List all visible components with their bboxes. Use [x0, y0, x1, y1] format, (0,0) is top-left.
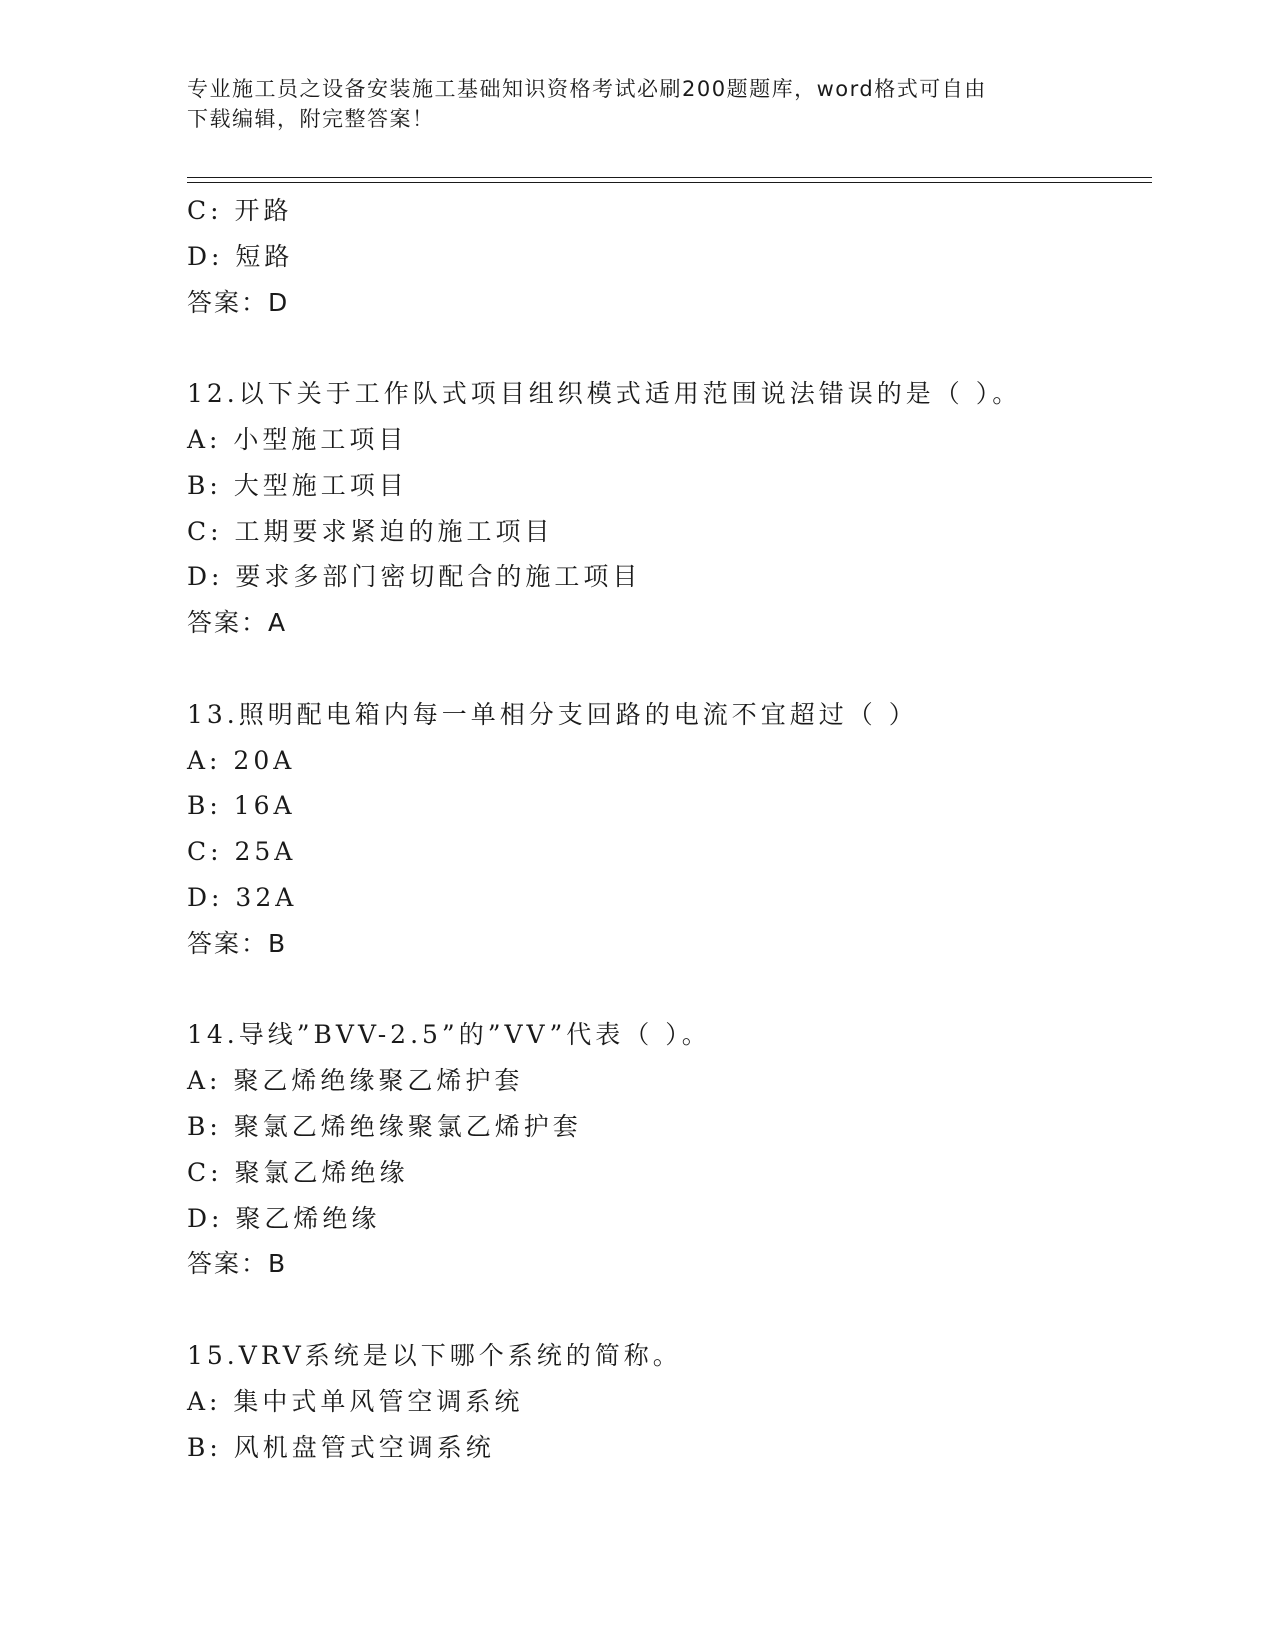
q14-option-c: C: 聚氯乙烯绝缘: [187, 1157, 409, 1187]
q15-question: 15.VRV系统是以下哪个系统的简称。: [187, 1340, 682, 1370]
header-line-2: 下载编辑，附完整答案！: [187, 107, 435, 131]
spacer: [187, 325, 1152, 371]
q11-answer: 答案：D: [187, 287, 290, 317]
q14-option-b: B: 聚氯乙烯绝缘聚氯乙烯护套: [187, 1111, 582, 1141]
q13-option-a: A: 20A: [187, 745, 296, 775]
spacer: [187, 1287, 1152, 1333]
q13-option-d: D: 32A: [187, 882, 298, 912]
q14-option-d: D: 聚乙烯绝缘: [187, 1203, 381, 1233]
q13-answer: 答案：B: [187, 928, 288, 958]
q12-option-b: B: 大型施工项目: [187, 470, 408, 500]
q14-option-a: A: 聚乙烯绝缘聚乙烯护套: [187, 1066, 524, 1096]
q12-question: 12.以下关于工作队式项目组织模式适用范围说法错误的是（ ）。: [187, 379, 1022, 409]
q14-question: 14.导线”BVV-2.5”的”VV”代表（ ）。: [187, 1020, 711, 1050]
q15-option-a: A: 集中式单风管空调系统: [187, 1386, 524, 1416]
spacer: [187, 646, 1152, 692]
header-line-1: 专业施工员之设备安装施工基础知识资格考试必刷200题题库，word格式可自由: [187, 77, 987, 101]
q13-question: 13.照明配电箱内每一单相分支回路的电流不宜超过（ ）: [187, 699, 918, 729]
q12-answer: 答案：A: [187, 608, 288, 638]
question-list: [187, 188, 1152, 1470]
q13-option-c: C: 25A: [187, 837, 297, 867]
q13-option-b: B: 16A: [187, 791, 296, 821]
q12-option-c: C: 工期要求紧迫的施工项目: [187, 516, 554, 546]
q11-option-c: C: 开路: [187, 196, 293, 225]
header-divider-bottom: [187, 182, 1152, 183]
spacer: [187, 967, 1152, 1013]
document-header: [187, 74, 1087, 134]
q12-option-d: D: 要求多部门密切配合的施工项目: [187, 562, 642, 592]
header-divider-top: [187, 177, 1152, 178]
q11-option-d: D: 短路: [187, 241, 294, 271]
q12-option-a: A: 小型施工项目: [187, 424, 408, 454]
q15-option-b: B: 风机盘管式空调系统: [187, 1432, 495, 1462]
q14-answer: 答案：B: [187, 1249, 288, 1279]
